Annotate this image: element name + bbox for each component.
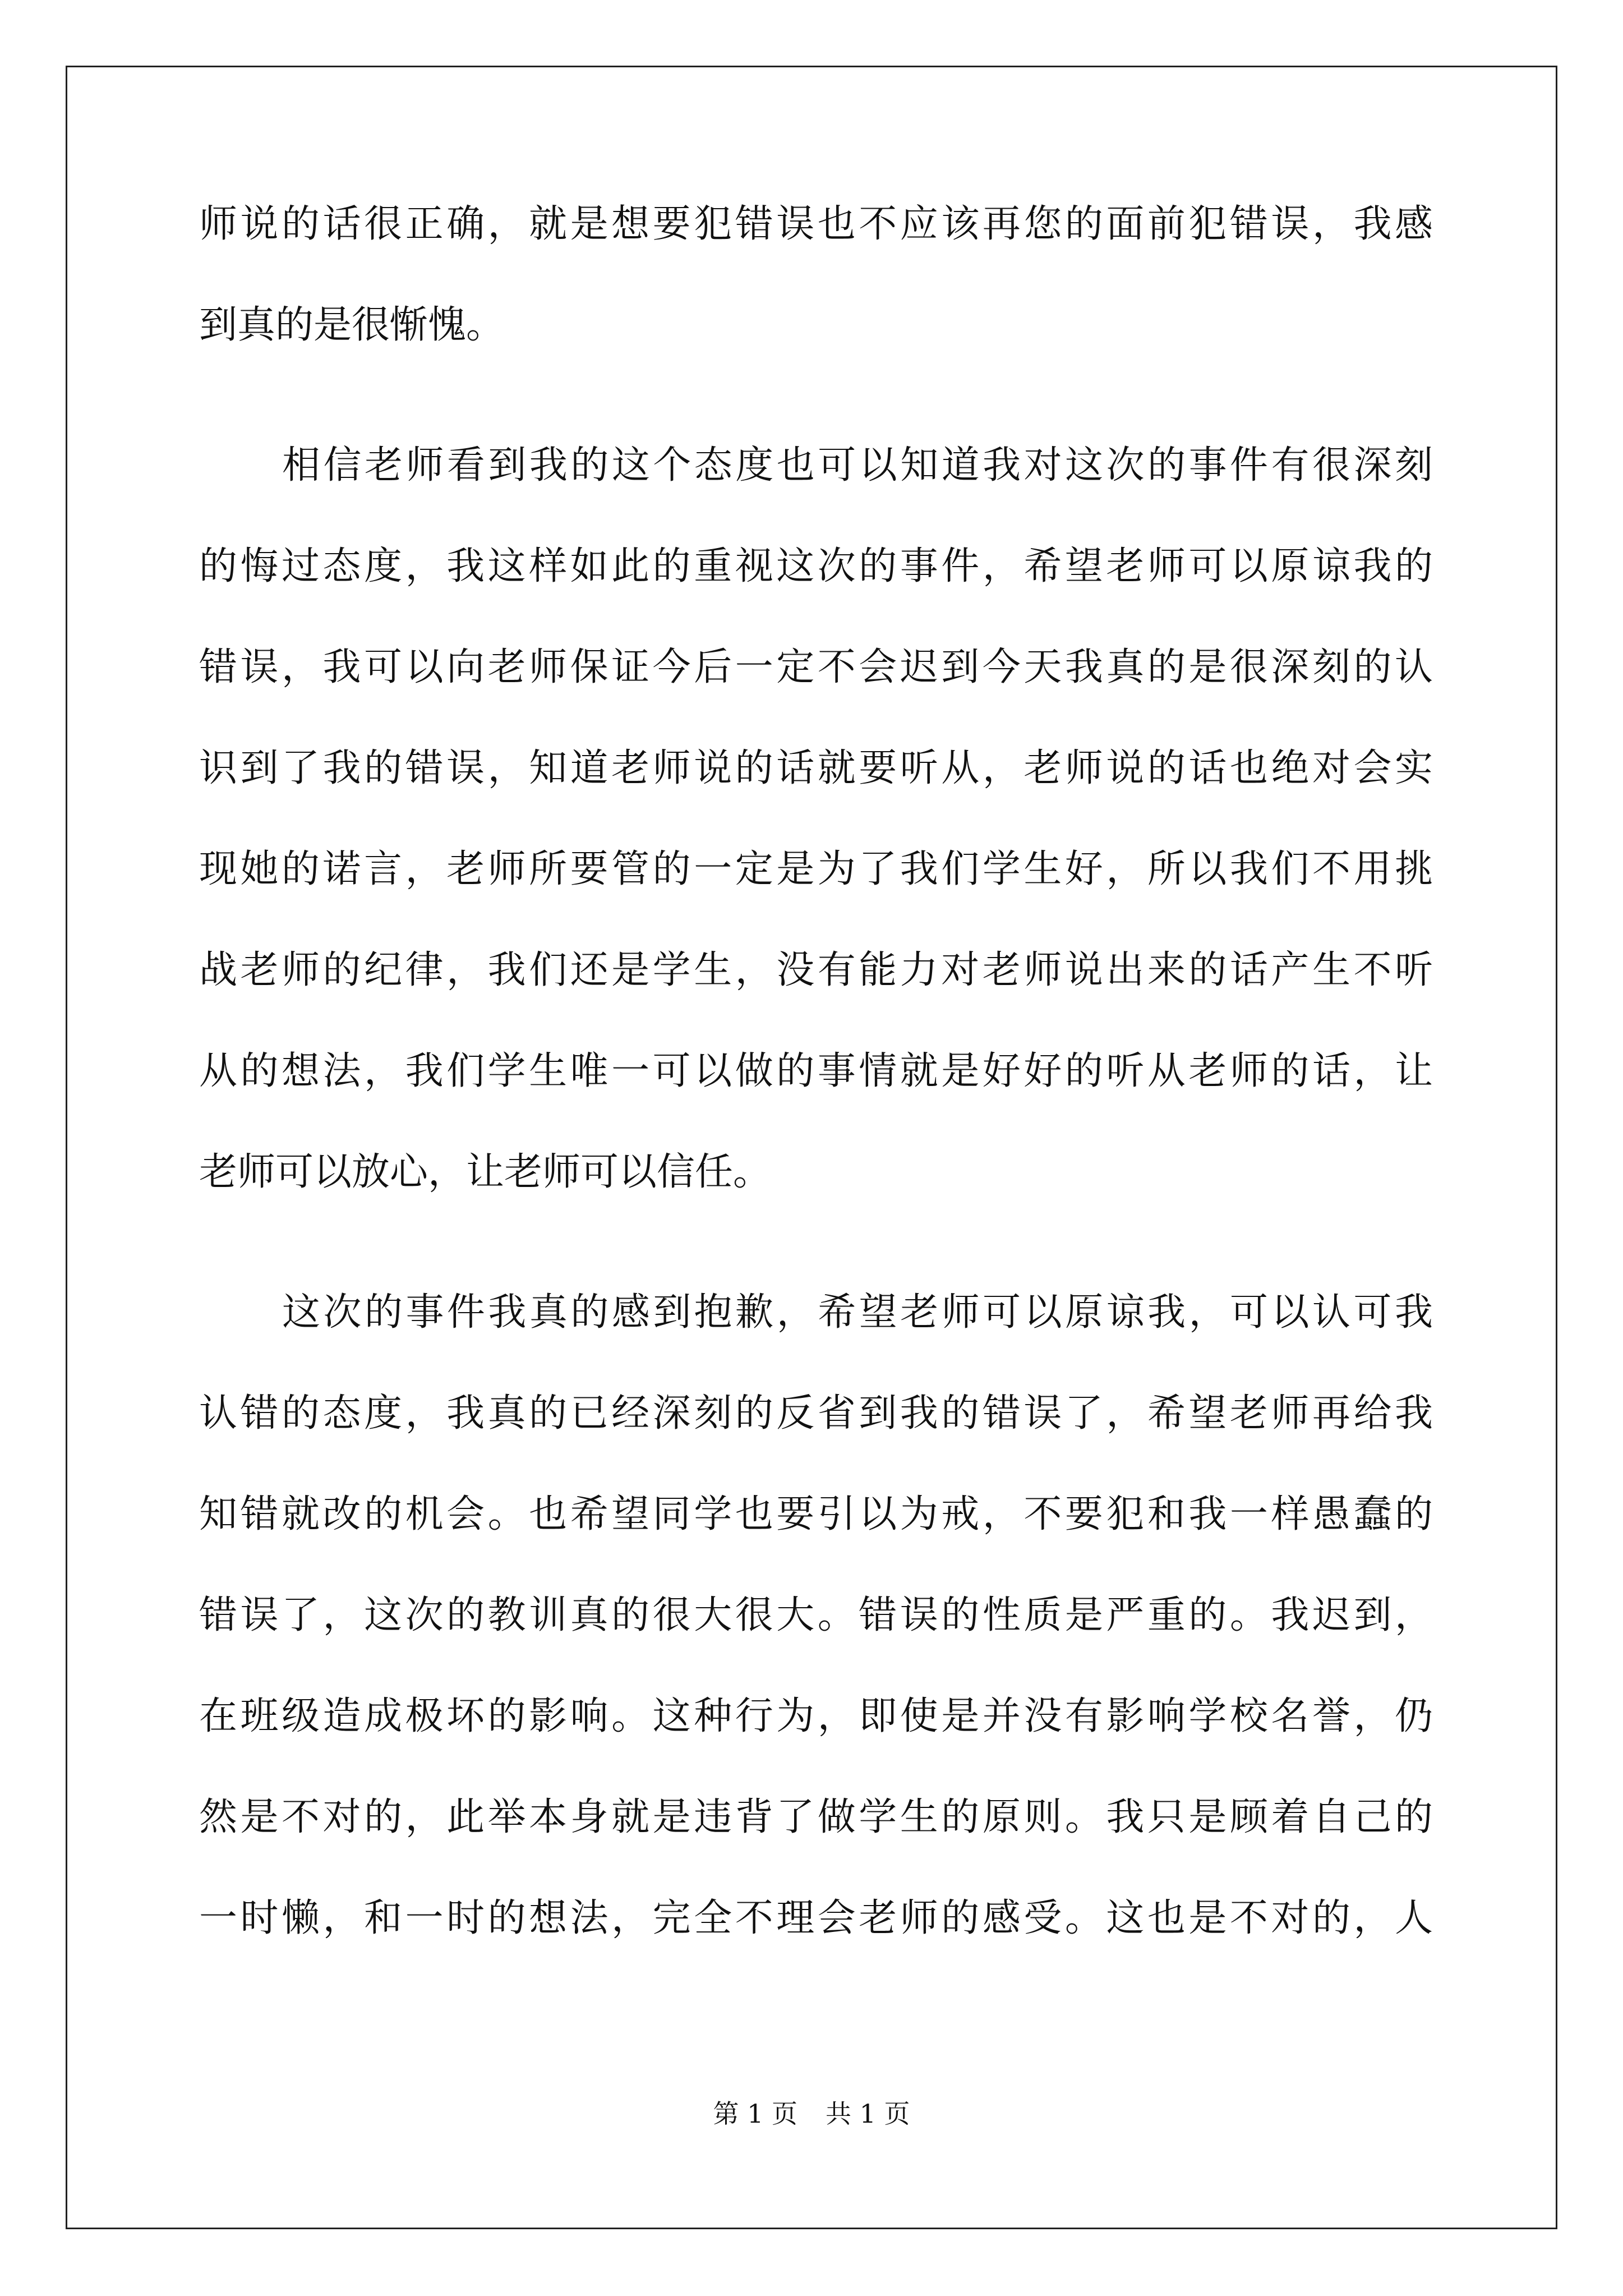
text-line: 错误，我可以向老师保证今后一定不会迟到今天我真的是很深刻的认 (199, 645, 1433, 689)
text-line: 师说的话很正确，就是想要犯错误也不应该再您的面前犯错误，我感 (199, 202, 1433, 246)
text-line: 识到了我的错误，知道老师说的话就要听从，老师说的话也绝对会实 (199, 746, 1433, 790)
text-line: 错误了，这次的教训真的很大很大。错误的性质是严重的。我迟到， (199, 1593, 1433, 1637)
text-line: 一时懒，和一时的想法，完全不理会老师的感受。这也是不对的，人 (199, 1896, 1433, 1940)
text-line: 相信老师看到我的这个态度也可以知道我对这次的事件有很深刻 (282, 443, 1433, 487)
page-footer (0, 2097, 1623, 2131)
text-line: 老师可以放心，让老师可以信任。 (199, 1150, 772, 1194)
text-line: 在班级造成极坏的影响。这种行为，即使是并没有影响学校名誉，仍 (199, 1694, 1433, 1738)
text-line: 这次的事件我真的感到抱歉，希望老师可以原谅我，可以认可我 (282, 1290, 1433, 1335)
text-line: 从的想法，我们学生唯一可以做的事情就是好好的听从老师的话，让 (199, 1049, 1433, 1093)
text-line: 现她的诺言，老师所要管的一定是为了我们学生好，所以我们不用挑 (199, 847, 1433, 891)
text-line: 战老师的纪律，我们还是学生，没有能力对老师说出来的话产生不听 (199, 948, 1433, 992)
text-line: 认错的态度，我真的已经深刻的反省到我的错误了，希望老师再给我 (199, 1391, 1433, 1435)
text-line: 然是不对的，此举本身就是违背了做学生的原则。我只是顾着自己的 (199, 1795, 1433, 1839)
text-line: 的悔过态度，我这样如此的重视这次的事件，希望老师可以原谅我的 (199, 544, 1433, 588)
page-number: 第 1 页 (713, 2099, 797, 2129)
text-line: 到真的是很惭愧。 (199, 303, 505, 347)
text-line: 知错就改的机会。也希望同学也要引以为戒，不要犯和我一样愚蠢的 (199, 1492, 1433, 1536)
page-total: 共 1 页 (826, 2099, 910, 2129)
